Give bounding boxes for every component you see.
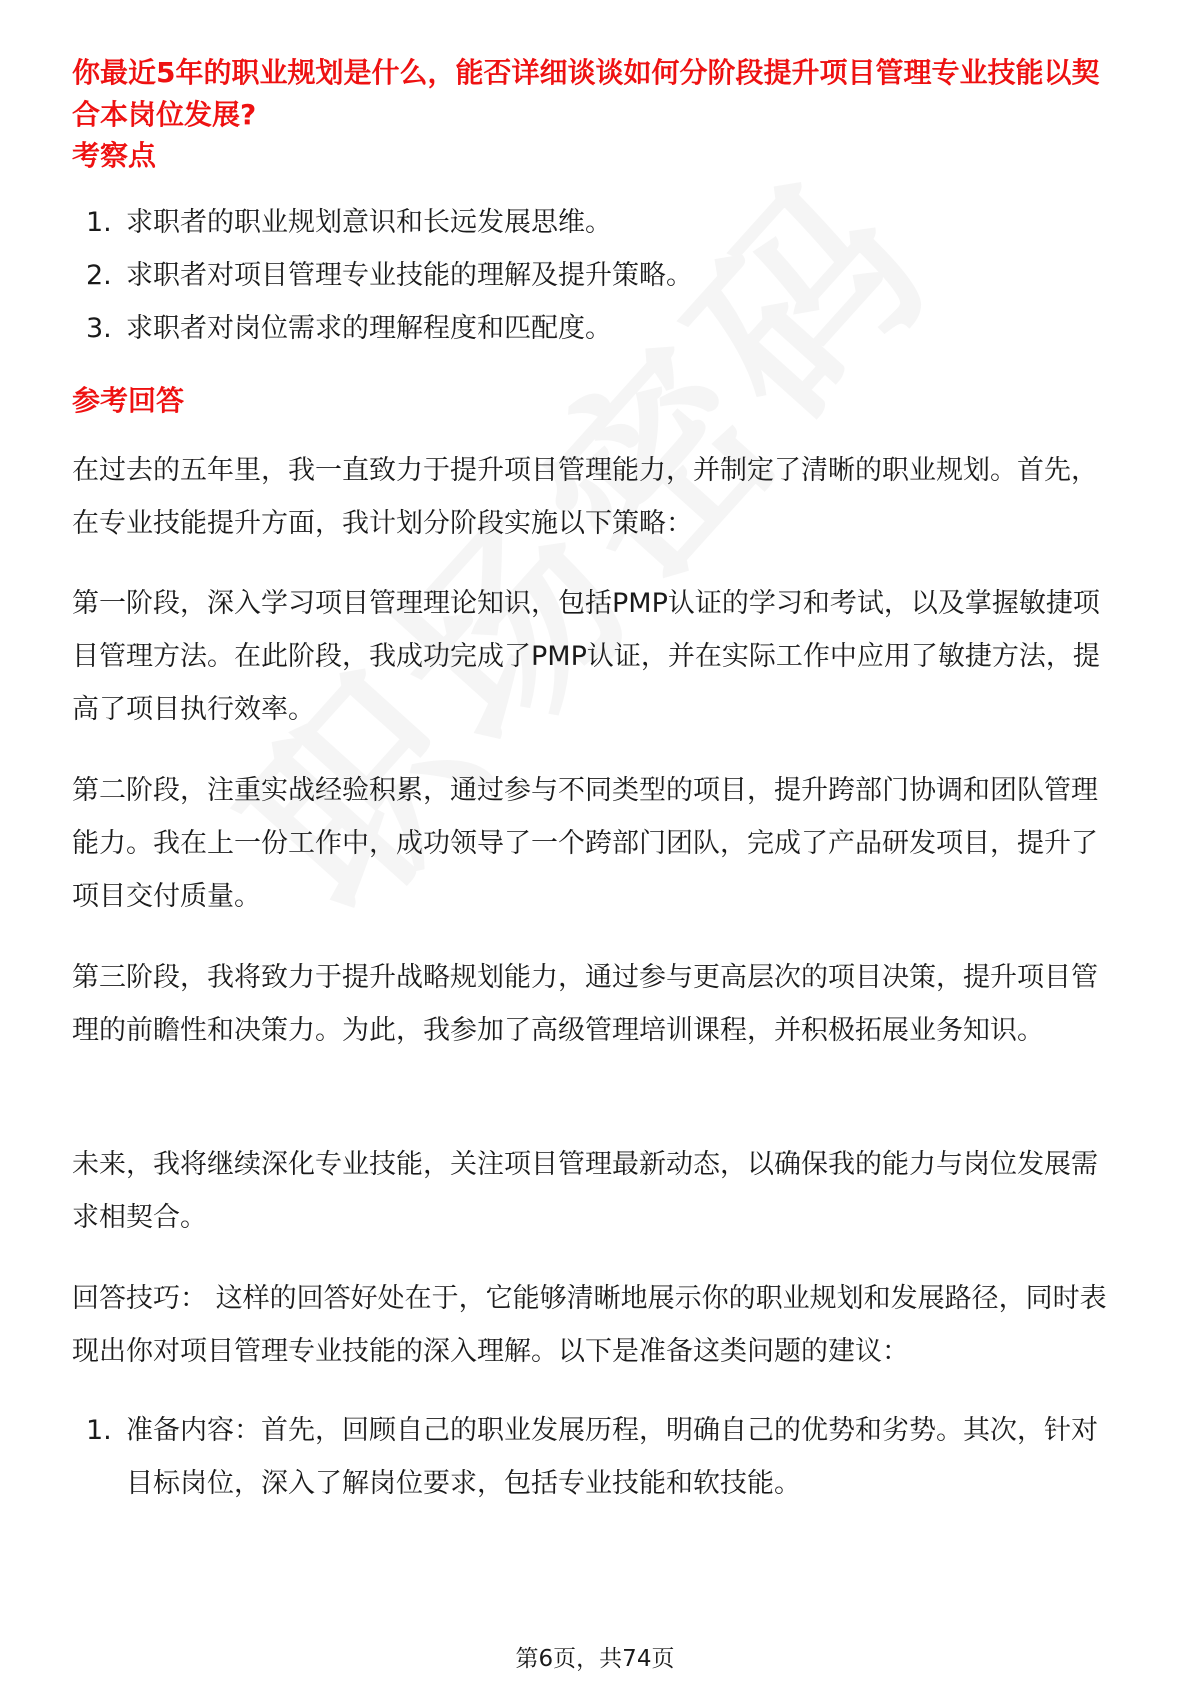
- list-item-text: 准备内容：首先，回顾自己的职业发展历程，明确自己的优势和劣势。其次，针对目标岗位，深入了解岗位要求，包括专业技能和软技能。: [126, 1415, 1098, 1499]
- list-item-number: 3.: [86, 313, 112, 344]
- observe-list: [72, 196, 1122, 355]
- tips-list: [72, 1404, 1122, 1510]
- page-number-footer: 第6页，共74页: [515, 1646, 675, 1672]
- tips-paragraph: 回答技巧： 这样的回答好处在于，它能够清晰地展示你的职业规划和发展路径，同时表现出你对项目管理专业技能的深入理解。以下是准备这类问题的建议：: [72, 1283, 1107, 1367]
- answer-paragraph-stage1: 第一阶段，深入学习项目管理理论知识，包括PMP认证的学习和考试，以及掌握敏捷项目管理方法。在此阶段，我成功完成了PMP认证，并在实际工作中应用了敏捷方法，提高了项目执行效率。: [72, 588, 1100, 725]
- list-item-number: 2.: [86, 260, 112, 291]
- question-title: 你最近5年的职业规划是什么，能否详细谈谈如何分阶段提升项目管理专业技能以契合本岗位发展?: [72, 56, 1100, 131]
- list-item-number: 1.: [86, 1415, 112, 1446]
- answer-paragraph-intro: 在过去的五年里，我一直致力于提升项目管理能力，并制定了清晰的职业规划。首先，在专业技能提升方面，我计划分阶段实施以下策略：: [72, 455, 1098, 539]
- answer-paragraph-future: 未来，我将继续深化专业技能，关注项目管理最新动态，以确保我的能力与岗位发展需求相契合。: [72, 1149, 1098, 1233]
- list-item-text: 求职者对项目管理专业技能的理解及提升策略。: [126, 260, 693, 291]
- section-heading-answer: 参考回答: [72, 384, 185, 417]
- answer-paragraph-stage3: 第三阶段，我将致力于提升战略规划能力，通过参与更高层次的项目决策，提升项目管理的前瞻性和决策力。为此，我参加了高级管理培训课程，并积极拓展业务知识。: [72, 962, 1098, 1046]
- section-heading-observe: 考察点: [72, 139, 157, 172]
- list-item: [72, 1404, 1122, 1510]
- list-item-text: 求职者的职业规划意识和长远发展思维。: [126, 207, 612, 238]
- list-item: [72, 249, 1122, 302]
- list-item-number: 1.: [86, 207, 112, 238]
- answer-paragraph-stage2: 第二阶段，注重实战经验积累，通过参与不同类型的项目，提升跨部门协调和团队管理能力。我在上一份工作中，成功领导了一个跨部门团队，完成了产品研发项目，提升了项目交付质量。: [72, 775, 1098, 912]
- list-item: [72, 302, 1122, 355]
- list-item-text: 求职者对岗位需求的理解程度和匹配度。: [126, 313, 612, 344]
- list-item: [72, 196, 1122, 249]
